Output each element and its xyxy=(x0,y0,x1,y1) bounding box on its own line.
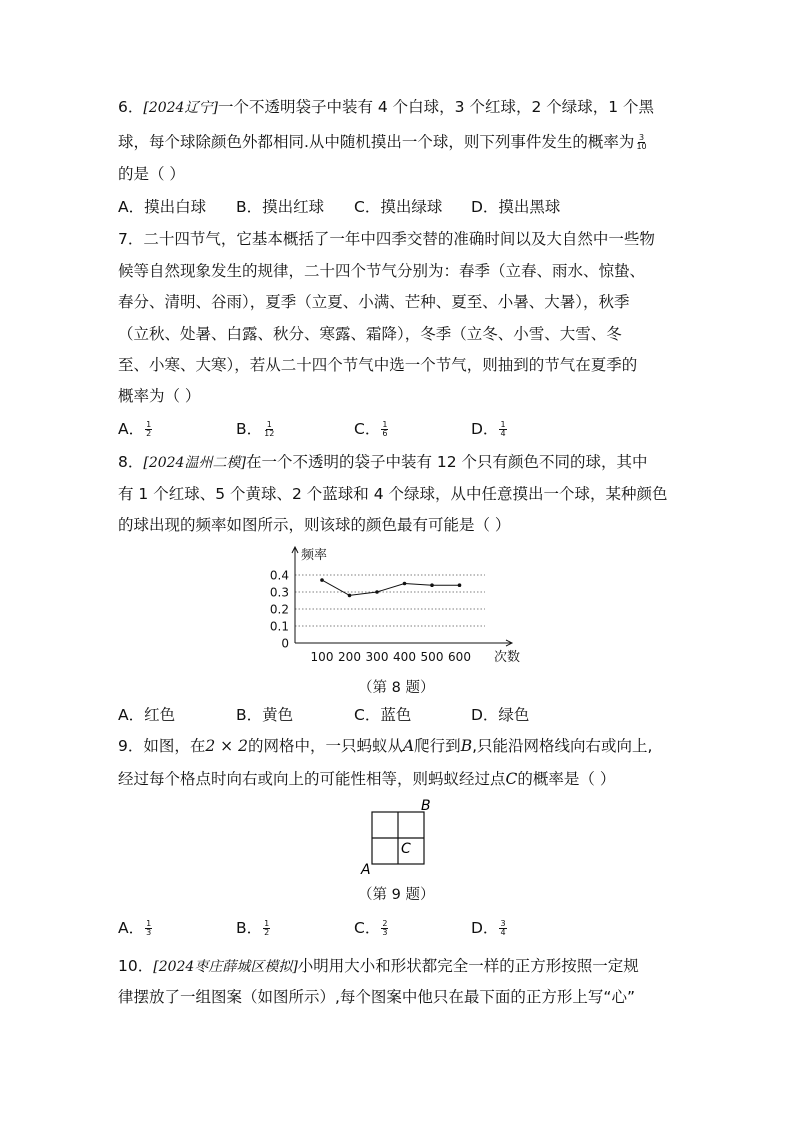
option-fraction xyxy=(381,421,388,438)
q6-line1 xyxy=(118,97,654,118)
x-tick-label: 100 xyxy=(310,650,334,664)
series-line xyxy=(322,580,460,595)
frac-den: 12 xyxy=(264,429,275,438)
q9-text-f: 的概率是（ ） xyxy=(517,770,616,788)
q7-option-d[interactable] xyxy=(471,419,508,439)
q6-fraction xyxy=(635,134,647,151)
frac-num: 1 xyxy=(264,919,270,928)
q6-text-1: 一个不透明袋子中装有 4 个白球，3 个红球，2 个绿球，1 个黑 xyxy=(217,98,655,116)
frequency-line-chart xyxy=(0,540,794,670)
q7-option-a[interactable] xyxy=(118,419,153,439)
frac-den: 4 xyxy=(500,429,506,438)
y-axis-label: 频率 xyxy=(301,548,328,563)
option-fraction xyxy=(145,920,152,937)
frac-den: 4 xyxy=(500,928,506,937)
frac-num: 1 xyxy=(146,420,152,429)
frac-den: 2 xyxy=(264,928,270,937)
q9-option-d[interactable] xyxy=(471,918,508,938)
q6-option-d[interactable]: D．摸出黑球 xyxy=(471,198,561,216)
q9-point-a: A xyxy=(402,737,415,755)
data-point xyxy=(458,583,462,587)
q8-line1 xyxy=(118,452,648,473)
x-tick-label: 400 xyxy=(393,650,416,664)
option-label: D． xyxy=(471,919,499,937)
q7-line3: 春分、清明、谷雨），夏季（立夏、小满、芒种、夏至、小暑、大暑），秋季 xyxy=(118,293,630,311)
q9-option-b[interactable] xyxy=(236,918,271,938)
y-tick-label: 0.1 xyxy=(269,619,289,634)
frac-num: 1 xyxy=(146,919,152,928)
grid-figure xyxy=(355,797,475,877)
option-fraction xyxy=(263,920,270,937)
q10-line2: 律摆放了一组图案（如图所示）,每个图案中他只在最下面的正方形上写“心” xyxy=(118,988,635,1006)
q6-option-a[interactable]: A．摸出白球 xyxy=(118,198,207,216)
frac-num: 2 xyxy=(382,919,388,928)
option-fraction xyxy=(499,920,506,937)
frac-num: 1 xyxy=(500,420,506,429)
q8-option-b[interactable]: B．黄色 xyxy=(236,706,294,724)
q10-source: [2024枣庄薛城区模拟] xyxy=(153,959,298,975)
q9-option-a[interactable] xyxy=(118,918,153,938)
q8-option-a[interactable]: A．红色 xyxy=(118,706,176,724)
data-point xyxy=(320,578,324,582)
q7-line6: 概率为（ ） xyxy=(118,387,201,405)
grid-label-a: A xyxy=(361,862,371,877)
q9-math-grid: 2 × 2 xyxy=(205,737,248,755)
q9-text-c: 爬行到 xyxy=(414,737,461,755)
frac-num: 3 xyxy=(638,133,645,142)
frac-den: 3 xyxy=(146,928,152,937)
frac-den: 10 xyxy=(636,142,647,151)
y-tick-label: 0 xyxy=(281,636,289,651)
x-tick-label: 300 xyxy=(365,650,389,664)
q7-line5: 至、小寒、大寒），若从二十四个节气中选一个节气，则抽到的节气在夏季的 xyxy=(118,356,638,374)
y-tick-label: 0.2 xyxy=(269,602,289,617)
q8-figure-caption: （第 8 题） xyxy=(358,680,435,696)
q9-text-d: ,只能沿网格线向右或向上, xyxy=(472,737,653,755)
q9-line2 xyxy=(118,769,615,789)
q9-text-a: 9．如图，在 xyxy=(118,737,206,755)
option-fraction xyxy=(263,421,275,438)
q7-line1: 7．二十四节气，它基本概括了一年中四季交替的准确时间以及大自然中一些物 xyxy=(118,230,655,248)
option-label: B． xyxy=(236,420,263,438)
q6-source: [2024辽宁] xyxy=(143,100,218,116)
option-fraction xyxy=(499,421,506,438)
q6-text-3: 的是（ ） xyxy=(118,165,185,183)
q9-point-b: B xyxy=(460,737,473,755)
q8-text-1: 在一个不透明的袋子中装有 12 个只有颜色不同的球，其中 xyxy=(245,453,648,471)
frac-den: 2 xyxy=(146,429,152,438)
frac-num: 1 xyxy=(266,420,272,429)
q7-line2: 候等自然现象发生的规律，二十四个节气分别为：春季（立春、雨水、惊蛰、 xyxy=(118,262,646,280)
x-axis-label: 次数 xyxy=(494,650,521,665)
q9-line1 xyxy=(118,736,652,756)
option-fraction xyxy=(381,920,388,937)
frac-num: 3 xyxy=(500,919,506,928)
option-label: A． xyxy=(118,420,145,438)
q8-option-d[interactable]: D．绿色 xyxy=(471,706,530,724)
data-point xyxy=(403,582,407,586)
q8-number: 8． xyxy=(118,453,144,471)
q9-text-e: 经过每个格点时向右或向上的可能性相等，则蚂蚁经过点 xyxy=(118,770,506,788)
q6-line3 xyxy=(118,164,185,184)
option-label: A． xyxy=(118,919,145,937)
data-point xyxy=(375,590,379,594)
data-point xyxy=(348,594,352,598)
option-label: D． xyxy=(471,420,499,438)
x-tick-label: 600 xyxy=(448,650,471,664)
q6-number: 6． xyxy=(118,98,144,116)
q8-option-c[interactable]: C．蓝色 xyxy=(354,706,412,724)
q6-line2 xyxy=(118,132,649,152)
q9-point-c: C xyxy=(505,770,518,788)
x-tick-label: 500 xyxy=(420,650,444,664)
q9-option-c[interactable] xyxy=(354,918,389,938)
grid-label-c: C xyxy=(401,841,411,857)
option-label: C． xyxy=(354,420,381,438)
frac-den: 6 xyxy=(382,429,388,438)
q8-source: [2024温州二模] xyxy=(143,455,246,471)
q10-number: 10． xyxy=(118,957,154,975)
q7-option-c[interactable] xyxy=(354,419,389,439)
option-label: B． xyxy=(236,919,263,937)
q10-text-1: 小明用大小和形状都完全一样的正方形按照一定规 xyxy=(297,957,639,975)
q8-line2: 有 1 个红球、5 个黄球、2 个蓝球和 4 个绿球，从中任意摸出一个球，某种颜色 xyxy=(118,485,668,503)
q7-line4: （立秋、处暑、白露、秋分、寒露、霜降），冬季（立冬、小雪、大雪、冬 xyxy=(118,325,622,343)
q9-text-b: 的网格中，一只蚂蚁从 xyxy=(247,737,403,755)
grid-label-b: B xyxy=(421,798,431,814)
option-label: C． xyxy=(354,919,381,937)
q6-option-c[interactable]: C．摸出绿球 xyxy=(354,198,443,216)
y-tick-label: 0.4 xyxy=(269,568,289,583)
x-tick-label: 200 xyxy=(338,650,361,664)
q8-line3: 的球出现的频率如图所示，则该球的颜色最有可能是（ ） xyxy=(118,516,511,534)
q6-option-b[interactable]: B．摸出红球 xyxy=(236,198,325,216)
q10-line1 xyxy=(118,956,639,977)
option-fraction xyxy=(145,421,152,438)
q9-figure-caption: （第 9 题） xyxy=(358,887,435,903)
frac-num: 1 xyxy=(382,420,388,429)
y-tick-label: 0.3 xyxy=(269,585,289,600)
q7-option-b[interactable] xyxy=(236,419,276,439)
frac-den: 3 xyxy=(382,928,388,937)
q6-text-2: 球，每个球除颜色外都相同.从中随机摸出一个球，则下列事件发生的概率为 xyxy=(118,133,635,151)
data-point xyxy=(430,583,434,587)
